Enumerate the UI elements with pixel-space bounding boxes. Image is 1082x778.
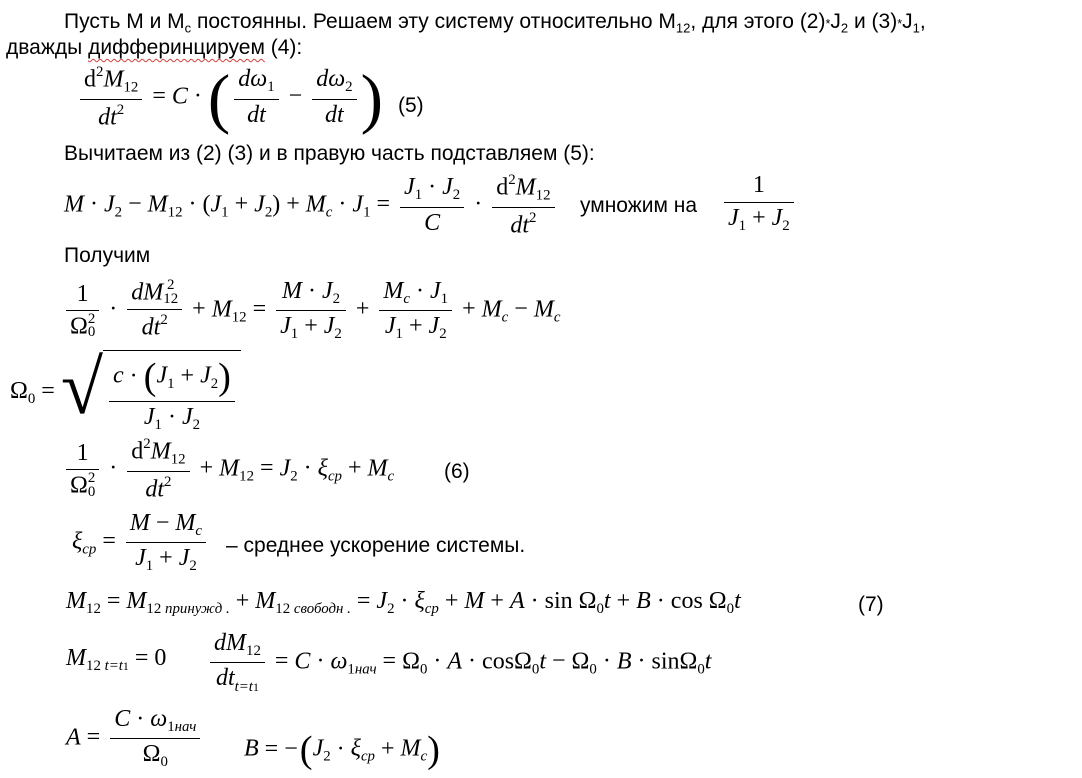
equation-5: $\frac{d^2M_{12}}{dt^2}$ = C ·( $\frac{d\omega_1}{dt}$ − $\frac{d\omega_2}{dt}$ )	[76, 64, 383, 132]
paragraph-intro: Пусть М и $М_с$ постоянны. Решаем эту систему относительно $М_{12}$, для этого $(2)*J_2$ и $(3)*J_1$,	[64, 10, 926, 36]
equation-initial-derivative: $\frac{dM_{12}}{dt_{t=t1}}$ = $C \cdot \omega_{1нач} = \Omega_0 \cdot A \cdot \cos\Omega_0t - \Omega_0 \cdot B \cdot \sin\Omega_0t$	[206, 630, 711, 696]
text-mean-acceleration: – среднее ускорение системы.	[226, 534, 526, 557]
equation-normalized: 1 Ω 2 0 · dM 2 12 $dt^2$ + $M_{12}$ = $\frac{M \cdot J_2}{J_1 + J_2}$ + $\frac{M_c \cdot J_1}{J_1 + J_2}$ + $M_c - M_c$	[62, 278, 560, 344]
equation-b: $B = -(J_2 \cdot \xi_{cp} + M_c)$	[244, 729, 440, 771]
equation-7: $M_{12} = M_{12 принужд .} + M_{12 свободн .} = J_2 \cdot \xi_{cp} + M + A \cdot \sin \Omega_0t + B \cdot \cos \Omega_0t$	[66, 588, 741, 618]
text-multiply: умножим на	[580, 194, 698, 217]
fraction-one-over-j: $\frac{1}{J_1 + J_2}$	[720, 172, 798, 235]
text-subtract: Вычитаем из (2) (3) и в правую часть подставляем (5):	[64, 142, 595, 165]
equation-7-label: (7)	[858, 593, 884, 616]
spell-error-word: дифферинцируем	[88, 36, 265, 59]
equation-omega0: $\Omega_0$ = √ $\frac{c \cdot (J_1 + J_2)}{J_1 \cdot J_2}$	[10, 350, 241, 434]
equation-balance: $M \cdot J_2 - M_{12} \cdot (J_1 + J_2) + M_c \cdot J_1$ = $\frac{J_1 \cdot J_2}{C}$ · $\frac{d^2M_{12}}{dt^2}$	[64, 172, 559, 240]
equation-a: A = $\frac{C \cdot \omega_{1нач}}{\Omega_0}$	[66, 706, 204, 772]
equation-6: 1 Ω 2 0 · $\frac{d^2M_{12}}{dt^2}$ + $M_{12} = J_2 \cdot \xi_{cp} + M_c$	[62, 436, 394, 504]
equation-6-label: (6)	[444, 460, 470, 483]
equation-initial-m12: $M_{12 t=t1} = 0$	[66, 645, 167, 675]
paragraph-intro-2: дважды дифферинцируем (4):	[6, 36, 303, 59]
equation-5-label: (5)	[398, 94, 424, 117]
text-get: Получим	[64, 244, 151, 267]
equation-xi: $\xi_{cp}$ = $\frac{M - M_c}{J_1 + J_2}$	[72, 510, 210, 576]
